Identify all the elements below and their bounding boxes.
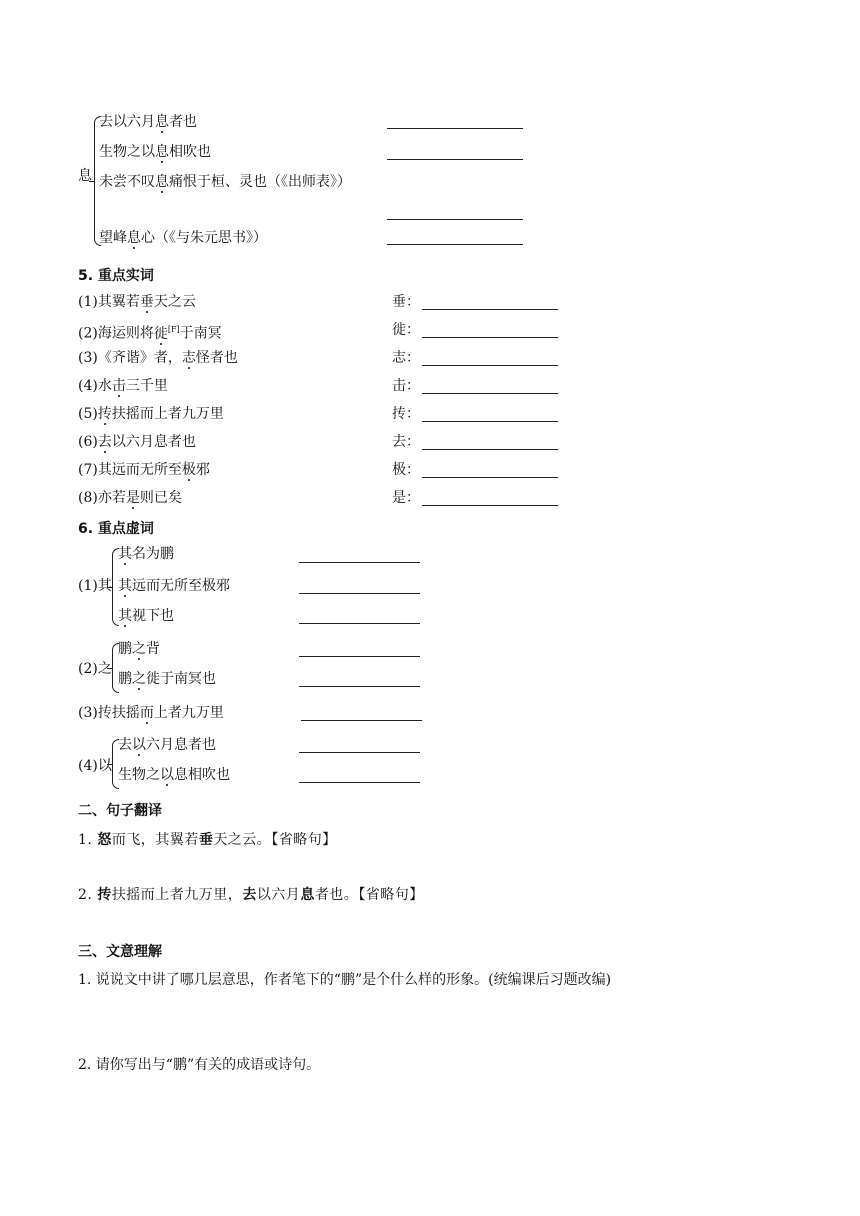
list-item: (3)抟扶摇而上者九万里 — [78, 705, 224, 721]
answer-line[interactable] — [422, 477, 558, 478]
section6-title: 6. 重点虚词 — [78, 521, 154, 537]
answer-line[interactable] — [422, 393, 558, 394]
answer-line[interactable] — [299, 562, 420, 563]
list-item: 其名为鹏 — [118, 546, 174, 562]
answer-line[interactable] — [299, 593, 420, 594]
item-label: 抟： — [392, 406, 420, 422]
answer-line[interactable] — [422, 505, 558, 506]
item-label: 志： — [392, 350, 420, 366]
answer-line[interactable] — [387, 128, 523, 129]
answer-line[interactable] — [387, 219, 523, 220]
list-item: 鹏之背 — [118, 641, 160, 657]
item-label: 击： — [392, 378, 420, 394]
answer-line[interactable] — [299, 656, 420, 657]
list-item: (5)抟扶摇而上者九万里 — [78, 406, 224, 422]
group-label: (4)以 — [78, 758, 112, 774]
question-1: 1. 说说文中讲了哪几层意思，作者笔下的“鹏”是个什么样的形象。(统编课后习题改编) — [78, 972, 612, 988]
item-label: 徙： — [392, 322, 420, 338]
list-item: 其视下也 — [118, 608, 174, 624]
answer-line[interactable] — [299, 782, 420, 783]
answer-line[interactable] — [387, 159, 523, 160]
answer-line[interactable] — [387, 244, 523, 245]
xi-item-2: 生物之以息相吹也 — [99, 144, 211, 160]
question-2: 2. 请你写出与“鹏”有关的成语或诗句。 — [78, 1057, 321, 1073]
part3-title: 三、文意理解 — [78, 944, 162, 960]
answer-line[interactable] — [422, 421, 558, 422]
list-item: (2)海运则将徙[F]于南冥 — [78, 325, 222, 342]
xi-item-1: 去以六月息者也 — [99, 114, 197, 130]
list-item: 生物之以息相吹也 — [118, 767, 230, 783]
part2-title: 二、句子翻译 — [78, 803, 162, 819]
xi-item-4: 望峰息心（《与朱元思书》） — [99, 230, 267, 246]
list-item: 鹏之徙于南冥也 — [118, 671, 216, 687]
xi-head: 息 — [78, 168, 92, 184]
answer-line[interactable] — [422, 449, 558, 450]
xi-item-3: 未尝不叹息痛恨于桓、灵也（《出师表》） — [99, 174, 351, 190]
list-item: (1)其翼若垂天之云 — [78, 294, 196, 310]
list-item: 去以六月息者也 — [118, 737, 216, 753]
list-item: (4)水击三千里 — [78, 378, 168, 394]
footnote-mark: [F] — [167, 325, 180, 334]
list-item: (3)《齐谐》者，志怪者也 — [78, 350, 238, 366]
list-item: (8)亦若是则已矣 — [78, 490, 182, 506]
group-label: (2)之 — [78, 661, 112, 677]
translation-q1: 1. 怒而飞，其翼若垂天之云。【省略句】 — [78, 832, 337, 848]
section5-title: 5. 重点实词 — [78, 268, 154, 284]
answer-line[interactable] — [299, 752, 420, 753]
answer-line[interactable] — [422, 309, 558, 310]
item-label: 垂： — [392, 294, 420, 310]
answer-line[interactable] — [301, 720, 422, 721]
list-item: (7)其远而无所至极邪 — [78, 462, 210, 478]
item-label: 极： — [392, 462, 420, 478]
item-label: 去： — [392, 434, 420, 450]
answer-line[interactable] — [299, 623, 420, 624]
list-item: (6)去以六月息者也 — [78, 434, 196, 450]
item-label: 是： — [392, 490, 420, 506]
group-label: (1)其 — [78, 578, 112, 594]
answer-line[interactable] — [422, 337, 558, 338]
translation-q2: 2. 抟扶摇而上者九万里，去以六月息者也。【省略句】 — [78, 887, 424, 903]
list-item: 其远而无所至极邪 — [118, 578, 230, 594]
answer-line[interactable] — [299, 686, 420, 687]
answer-line[interactable] — [422, 365, 558, 366]
